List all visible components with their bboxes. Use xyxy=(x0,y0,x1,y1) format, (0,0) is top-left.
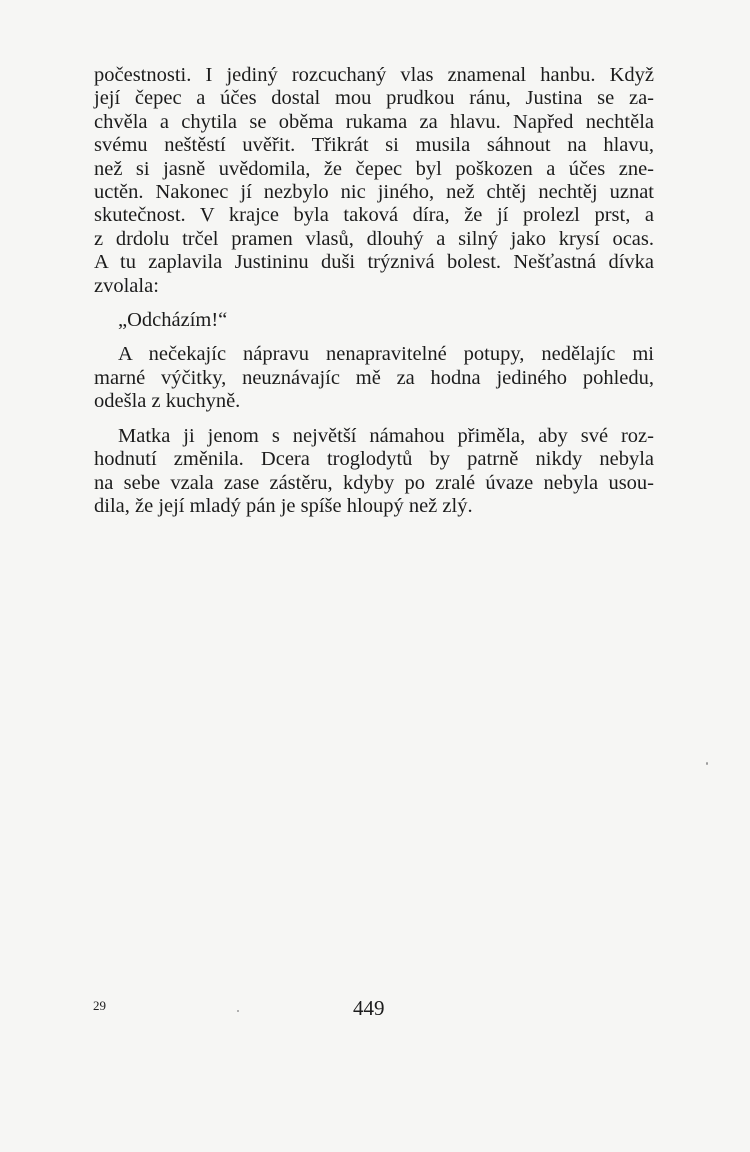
paragraph-4 xyxy=(94,425,654,519)
text-line: její čepec a účes dostal mou prudkou ránu, Justina se za- xyxy=(94,87,654,110)
text-line: dila, že její mladý pán je spíše hloupý než zlý. xyxy=(94,494,473,517)
text-line: A tu zaplavila Justininu duši trýznivá bolest. Nešťastná dívka xyxy=(94,251,654,274)
paragraph-1 xyxy=(94,64,654,298)
body-text xyxy=(94,64,654,529)
page-number: 449 xyxy=(353,996,385,1020)
paragraph-3 xyxy=(94,343,654,413)
signature-mark: 29 xyxy=(93,998,106,1013)
text-line: zvolala: xyxy=(94,274,159,297)
text-line: hodnutí změnila. Dcera troglodytů by patrně nikdy nebyla xyxy=(94,448,654,471)
text-line: skutečnost. V krajce byla taková díra, že jí prolezl prst, a xyxy=(94,204,654,227)
text-line: svému neštěstí uvěřit. Třikrát si musila sáhnout na hlavu, xyxy=(94,134,654,157)
text-line: Matka ji jenom s největší námahou přiměla, aby své roz- xyxy=(118,424,654,447)
scan-speck xyxy=(237,1010,239,1012)
text-line: marné výčitky, neuznávajíc mě za hodna jediného pohledu, xyxy=(94,366,654,389)
text-line: A nečekajíc nápravu nenapravitelné potupy, nedělajíc mi xyxy=(118,343,654,366)
paragraph-2 xyxy=(94,309,654,332)
text-line: „Odcházím!“ xyxy=(118,309,228,332)
text-line: z drdolu trčel pramen vlasů, dlouhý a silný jako krysí ocas. xyxy=(94,227,654,250)
text-line: odešla z kuchyně. xyxy=(94,390,241,413)
text-line: počestnosti. I jediný rozcuchaný vlas znamenal hanbu. Když xyxy=(94,64,654,86)
scan-speck xyxy=(706,762,708,765)
text-line: uctěn. Nakonec jí nezbylo nic jiného, než chtěj nechtěj uznat xyxy=(94,181,654,204)
text-line: než si jasně uvědomila, že čepec byl poškozen a účes zne- xyxy=(94,157,654,180)
text-line: chvěla a chytila se oběma rukama za hlavu. Napřed nechtěla xyxy=(94,110,654,133)
text-line: na sebe vzala zase zástěru, kdyby po zralé úvaze nebyla usou- xyxy=(94,471,654,494)
